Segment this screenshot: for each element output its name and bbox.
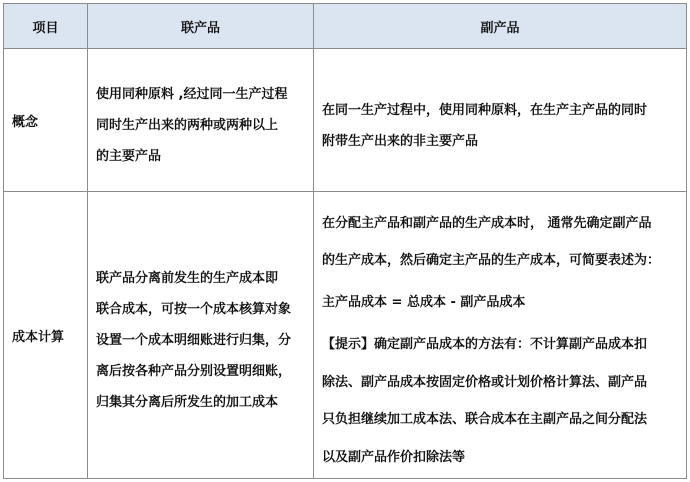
- comparison-table: [3, 3, 687, 479]
- concept-joint-line: 的主要产品: [96, 149, 162, 164]
- cost-by-line: 主产品成本 = 总成本 - 副产品成本: [322, 294, 526, 310]
- table-header-row: [4, 4, 687, 49]
- cost-by-line: 在分配主产品和副产品的生产成本时， 通常先确定副产品: [322, 215, 652, 231]
- cost-joint-line: 联产品分离前发生的生产成本即: [96, 270, 279, 286]
- concept-joint-line: 同时生产出来的两种或两种以上: [96, 118, 279, 133]
- cost-joint-line: 设置一个成本明细账进行归集，分: [96, 332, 292, 348]
- cost-joint-line: 联合成本，可按一个成本核算对象: [96, 301, 292, 317]
- concept-by-product-cell: [314, 49, 687, 192]
- cost-by-tip-line: 【提示】确定副产品成本的方法有：不计算副产品成本扣: [322, 336, 648, 352]
- cost-by-line: 的生产成本，然后确定主产品的生产成本，可简要表述为：: [322, 252, 661, 268]
- header-by-product: 副产品: [314, 4, 687, 49]
- table-row-cost-calculation: [4, 192, 687, 479]
- concept-joint-line: 使用同种原料 ,经过同一生产过程: [96, 87, 288, 102]
- cost-joint-product-cell: [88, 192, 314, 479]
- cost-by-line: 只负担继续加工成本法、联合成本在主副产品之间分配法: [322, 411, 648, 427]
- concept-joint-product-cell: [88, 49, 314, 192]
- cost-by-line: 除法、副产品成本按固定价格或计划价格计算法、副产品: [322, 374, 648, 390]
- header-item: 项目: [4, 4, 88, 49]
- cost-by-product-cell: [314, 192, 687, 479]
- cost-joint-line: 离后按各种产品分别设置明细账，: [96, 363, 292, 379]
- cost-joint-line: 归集其分离后所发生的加工成本: [96, 394, 279, 410]
- cost-by-line: 以及副产品作价扣除法等: [322, 449, 466, 465]
- table-row-concept: [4, 49, 687, 192]
- row-label-cost-calculation: 成本计算: [4, 192, 88, 479]
- header-joint-product: 联产品: [88, 4, 314, 49]
- concept-by-line: 在同一生产过程中，使用同种原料，在生产主产品的同时: [322, 102, 648, 118]
- concept-by-line: 附带生产出来的非主要产品: [322, 133, 479, 149]
- row-label-concept: 概念: [4, 49, 88, 192]
